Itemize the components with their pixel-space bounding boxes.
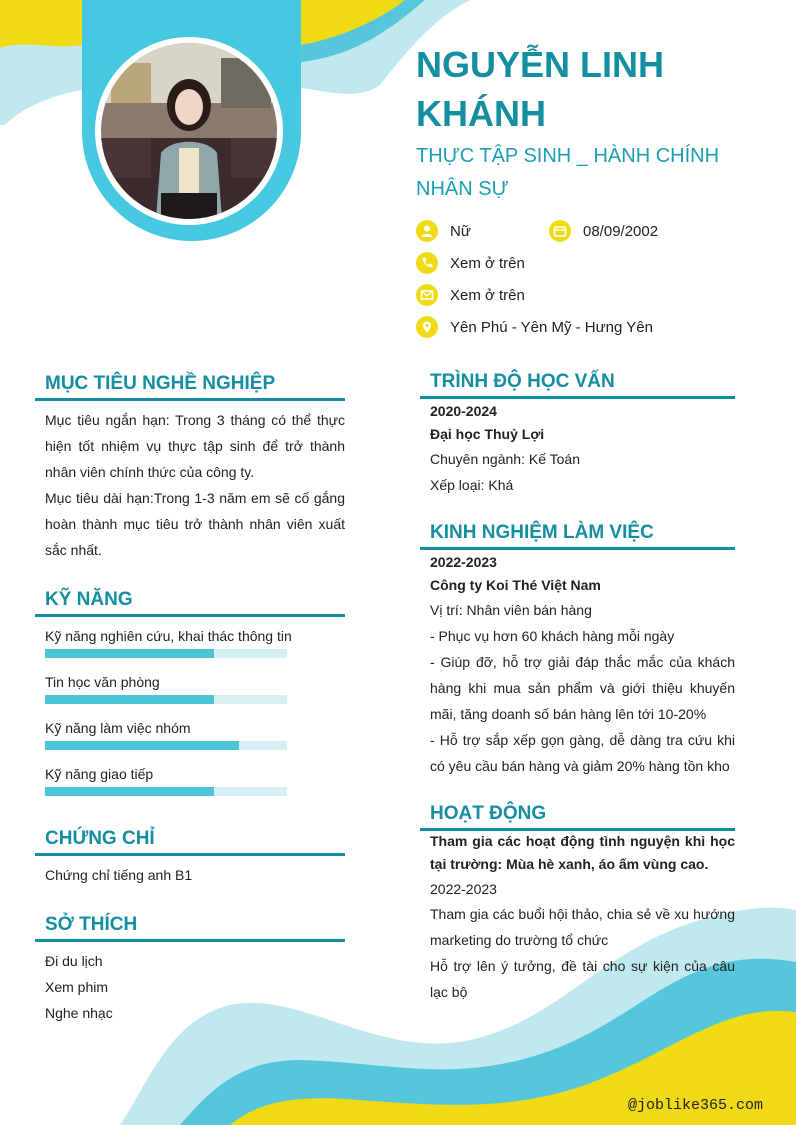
hobby-item: Nghe nhạc bbox=[45, 1005, 113, 1021]
skill-bar bbox=[45, 695, 287, 704]
education-period: 2020-2024 bbox=[430, 403, 497, 419]
phone-row bbox=[416, 250, 525, 276]
birthday-value: 08/09/2002 bbox=[583, 222, 659, 240]
objective-short-term: Mục tiêu ngắn hạn: Trong 3 tháng có thể thực hiện tốt nhiệm vụ thực tập sinh để trở thành nhân viên chính thức của công ty. bbox=[45, 412, 345, 480]
calendar-icon bbox=[549, 220, 571, 242]
birthday-row bbox=[549, 218, 658, 244]
location-pin-icon bbox=[416, 316, 438, 338]
skills-title: KỸ NĂNG bbox=[35, 587, 345, 617]
skill-bar bbox=[45, 741, 287, 750]
activities-item: Hỗ trợ lên ý tưởng, đề tài cho sự kiện của câu lạc bộ bbox=[430, 958, 735, 1000]
experience-duty: - Giúp đỡ, hỗ trợ giải đáp thắc mắc của khách hàng khi mua sản phẩm và giới thiệu khuyến mãi, tăng doanh số bán hàng lên tới 10-20% bbox=[430, 654, 735, 722]
experience-duty: - Phục vụ hơn 60 khách hàng mỗi ngày bbox=[430, 628, 675, 644]
profile-photo bbox=[101, 43, 277, 219]
skill-bar-fill bbox=[45, 787, 214, 796]
activities-title: HOẠT ĐỘNG bbox=[420, 801, 735, 831]
skill-bar-fill bbox=[45, 741, 239, 750]
avatar bbox=[95, 37, 283, 225]
skill-label: Tin học văn phòng bbox=[45, 674, 160, 690]
gender-row bbox=[416, 218, 471, 244]
email-value: Xem ở trên bbox=[450, 286, 525, 304]
gender-value: Nữ bbox=[450, 222, 471, 240]
activities-heading: Tham gia các hoạt động tình nguyện khi học tại trường: Mùa hè xanh, áo ấm vùng cao. bbox=[430, 833, 735, 872]
experience-duty: - Hỗ trợ sắp xếp gọn gàng, dễ dàng tra cứu khi có yêu cầu bán hàng và giảm 20% hàng tồn kho bbox=[430, 732, 735, 774]
certificates-title: CHỨNG CHỈ bbox=[35, 826, 345, 856]
education-school: Đại học Thuỷ Lợi bbox=[430, 426, 545, 442]
experience-company: Công ty Koi Thé Việt Nam bbox=[430, 577, 601, 593]
certificate-item: Chứng chỉ tiếng anh B1 bbox=[45, 867, 193, 883]
address-value: Yên Phú - Yên Mỹ - Hưng Yên bbox=[450, 318, 653, 336]
hobbies-title: SỞ THÍCH bbox=[35, 912, 345, 942]
email-row bbox=[416, 282, 525, 308]
education-grade: Xếp loại: Khá bbox=[430, 477, 514, 493]
person-icon bbox=[416, 220, 438, 242]
skill-label: Kỹ năng nghiên cứu, khai thác thông tin bbox=[45, 628, 292, 644]
address-row bbox=[416, 314, 653, 340]
phone-icon bbox=[416, 252, 438, 274]
education-title: TRÌNH ĐỘ HỌC VẤN bbox=[420, 369, 735, 399]
experience-position: Vị trí: Nhân viên bán hàng bbox=[430, 602, 592, 618]
candidate-name: NGUYỄN LINH KHÁNH bbox=[416, 44, 665, 134]
experience-period: 2022-2023 bbox=[430, 554, 497, 570]
phone-value: Xem ở trên bbox=[450, 254, 525, 272]
objective-long-term: Mục tiêu dài hạn:Trong 1-3 năm em sẽ cố gắng hoàn thành mục tiêu trở thành nhân viên xuất sắc nhất. bbox=[45, 490, 345, 558]
education-major: Chuyên ngành: Kế Toán bbox=[430, 451, 580, 467]
skill-bar-fill bbox=[45, 695, 214, 704]
skill-bar-fill bbox=[45, 649, 214, 658]
objective-title: MỤC TIÊU NGHỀ NGHIỆP bbox=[35, 371, 345, 401]
skill-label: Kỹ năng làm việc nhóm bbox=[45, 720, 191, 736]
activities-period: 2022-2023 bbox=[430, 881, 497, 897]
skill-bar bbox=[45, 649, 287, 658]
watermark: @joblike365.com bbox=[628, 1097, 764, 1114]
mail-icon bbox=[416, 284, 438, 306]
experience-title: KINH NGHIỆM LÀM VIỆC bbox=[420, 520, 735, 550]
candidate-role: THỰC TẬP SINH _ HÀNH CHÍNH NHÂN SỰ bbox=[416, 145, 720, 200]
skill-label: Kỹ năng giao tiếp bbox=[45, 766, 154, 782]
hobby-item: Xem phim bbox=[45, 979, 109, 995]
skill-bar bbox=[45, 787, 287, 796]
activities-item: Tham gia các buổi hội thảo, chia sẻ về xu hướng marketing do trường tổ chức bbox=[430, 906, 735, 948]
hobby-item: Đi du lịch bbox=[45, 953, 103, 969]
